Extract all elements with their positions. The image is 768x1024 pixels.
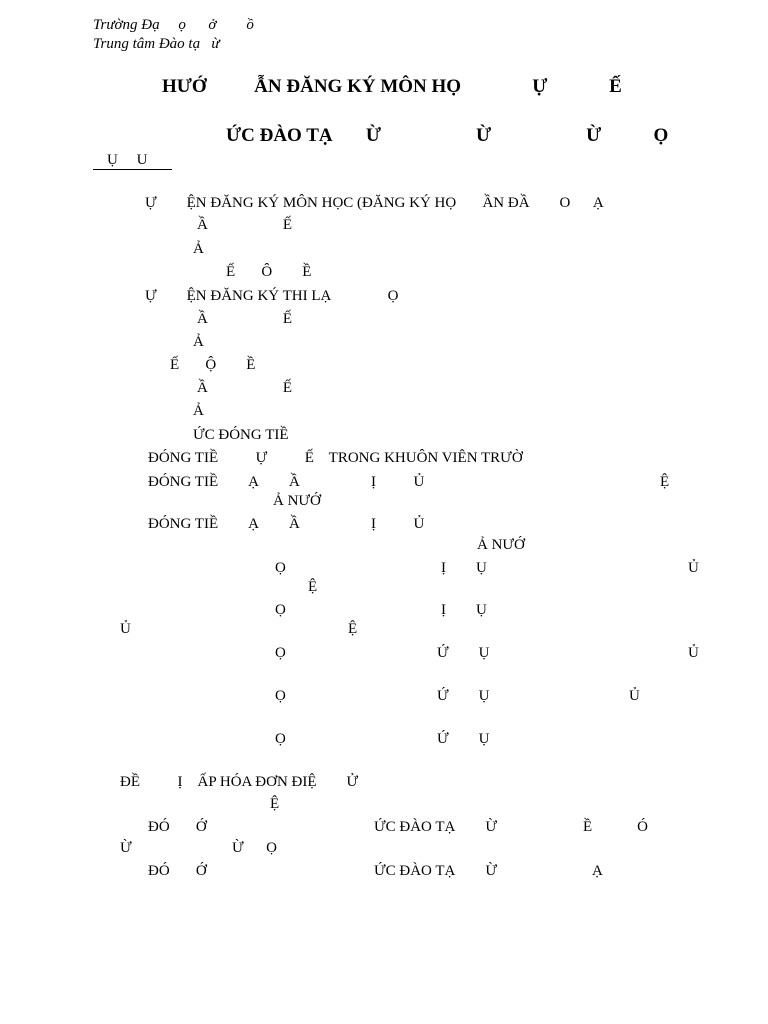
bank-item: Ệ bbox=[348, 621, 358, 637]
contact-line: ĐÓ Ớ bbox=[148, 819, 207, 835]
contact-line: Ừ Ọ bbox=[232, 840, 277, 856]
section-label: Ụ U bbox=[93, 153, 172, 170]
document-title-line1: HƯỚ ẪN ĐĂNG KÝ MÔN HỌ Ự Ế bbox=[162, 76, 622, 97]
body-line: Ệ bbox=[660, 474, 670, 490]
bank-item: Ứ Ụ bbox=[437, 731, 490, 747]
bank-item: Ủ bbox=[120, 621, 131, 637]
bank-item: Ệ bbox=[308, 579, 318, 595]
body-line: Ả NƯỚ bbox=[273, 493, 321, 509]
bank-item: Ị Ụ bbox=[441, 602, 487, 618]
bank-item: Ọ bbox=[275, 688, 286, 704]
institution-name: Trường Đạ ọ ở ồ bbox=[93, 17, 254, 33]
body-line: Ầ Ế bbox=[197, 380, 292, 396]
registration-heading: Ự ỆN ĐĂNG KÝ MÔN HỌC (ĐĂNG KÝ HỌ ẦN ĐẦ O Ạ bbox=[145, 195, 604, 211]
bank-item: Ọ bbox=[275, 645, 286, 661]
body-line: Ầ Ế bbox=[197, 311, 292, 327]
payment-heading: ỨC ĐÓNG TIỀ bbox=[193, 427, 289, 443]
payment-option-3: ĐÓNG TIỀ Ạ Ầ Ị Ủ bbox=[148, 516, 425, 532]
contact-line: ỨC ĐÀO TẠ Ừ bbox=[374, 819, 498, 835]
payment-option-1: ĐÓNG TIỀ Ự Ế TRONG KHUÔN VIÊN TRƯỜ bbox=[148, 450, 523, 466]
department-name: Trung tâm Đào tạ ừ bbox=[93, 36, 220, 52]
payment-option-2: ĐÓNG TIỀ Ạ Ầ Ị Ủ bbox=[148, 474, 425, 490]
contact-line: Ề Ó bbox=[583, 819, 648, 835]
bank-item: Ủ bbox=[688, 560, 699, 576]
contact-line: Ừ bbox=[120, 840, 132, 856]
body-line: Ầ Ế bbox=[197, 217, 292, 233]
body-line: Ế Ô Ề bbox=[226, 264, 312, 280]
body-line: Ệ bbox=[270, 796, 280, 812]
document-title-line2: ỨC ĐÀO TẠ Ừ Ừ Ừ Ọ bbox=[226, 125, 669, 146]
bank-item: Ứ Ụ bbox=[437, 645, 490, 661]
body-line: Ả bbox=[193, 403, 204, 419]
invoice-heading: ĐỀ Ị ẤP HÓA ĐƠN ĐIỆ Ử bbox=[120, 774, 359, 790]
body-line: Ế Ộ Ề bbox=[170, 357, 256, 373]
bank-item: Ủ bbox=[629, 688, 640, 704]
bank-item: Ọ bbox=[275, 602, 286, 618]
contact-line: ĐÓ Ớ bbox=[148, 863, 207, 879]
body-line: Ả bbox=[193, 334, 204, 350]
bank-item: Ủ bbox=[688, 645, 699, 661]
body-line: Ả NƯỚ bbox=[477, 537, 525, 553]
bank-item: Ứ Ụ bbox=[437, 688, 490, 704]
contact-line: Ạ bbox=[592, 863, 603, 879]
bank-item: Ọ bbox=[275, 560, 286, 576]
contact-line: ỨC ĐÀO TẠ Ừ bbox=[374, 863, 498, 879]
retake-heading: Ự ỆN ĐĂNG KÝ THI LẠ Ọ bbox=[145, 288, 399, 304]
bank-item: Ị Ụ bbox=[441, 560, 487, 576]
bank-item: Ọ bbox=[275, 731, 286, 747]
body-line: Ả bbox=[193, 241, 204, 257]
